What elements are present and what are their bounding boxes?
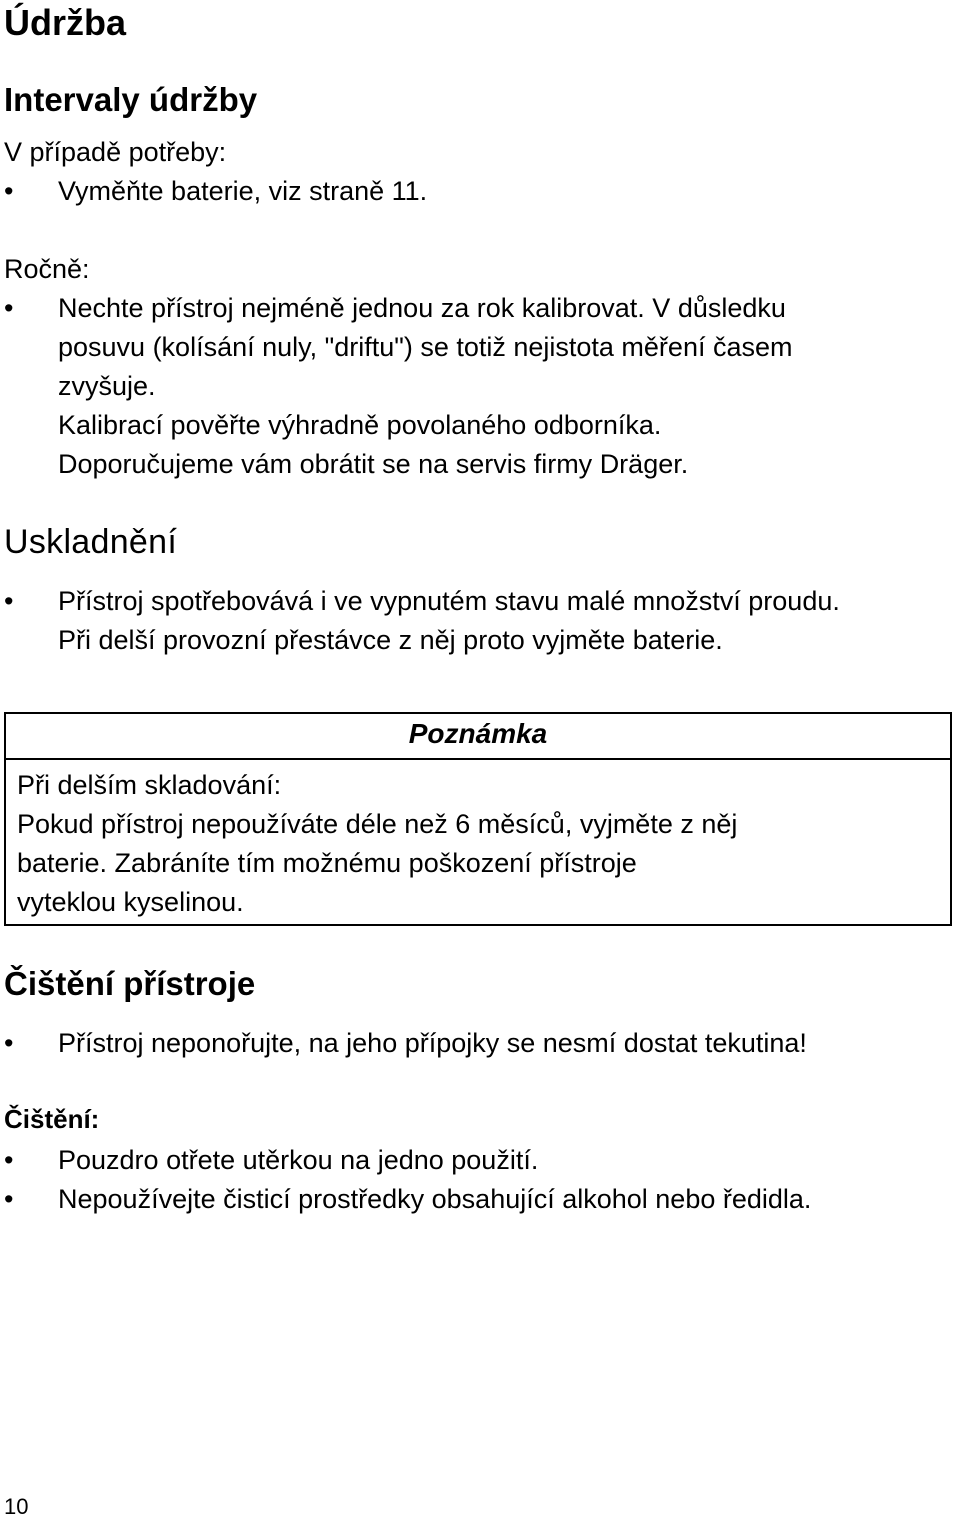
section-heading-storage: Uskladnění bbox=[4, 523, 178, 561]
page-title: Údržba bbox=[4, 2, 127, 43]
list-item-line: posuvu (kolísání nuly, "driftu") se totiž nejistota měření časem bbox=[58, 332, 793, 362]
note-line: vyteklou kyselinou. bbox=[17, 887, 244, 917]
list-item-line: Kalibrací pověřte výhradně povolaného odborníka. bbox=[58, 410, 662, 440]
note-box bbox=[4, 712, 952, 926]
list-item-line: Přístroj spotřebovává i ve vypnutém stavu malé množství proudu. bbox=[58, 586, 840, 616]
list-item-line: zvyšuje. bbox=[58, 371, 156, 401]
section-heading-cleaning-device: Čištění přístroje bbox=[4, 965, 256, 1002]
yearly-label: Ročně: bbox=[4, 254, 90, 284]
list-item: Nepoužívejte čisticí prostředky obsahující alkohol nebo ředidla. bbox=[58, 1184, 812, 1214]
note-title: Poznámka bbox=[408, 718, 548, 749]
list-item: Vyměňte baterie, viz straně 11. bbox=[58, 176, 428, 206]
bullet-icon: • bbox=[4, 586, 14, 616]
bullet-icon: • bbox=[4, 293, 14, 323]
section-heading-cleaning: Čištění: bbox=[4, 1104, 100, 1134]
note-line: Při delším skladování: bbox=[17, 770, 282, 800]
list-item: Přístroj neponořujte, na jeho přípojky se nesmí dostat tekutina! bbox=[58, 1028, 807, 1058]
bullet-icon: • bbox=[4, 1184, 14, 1214]
list-item-line: Doporučujeme vám obrátit se na servis firmy Dräger. bbox=[58, 449, 689, 479]
list-item-line: Při delší provozní přestávce z něj proto vyjměte baterie. bbox=[58, 625, 723, 655]
list-item: Pouzdro otřete utěrkou na jedno použití. bbox=[58, 1145, 539, 1175]
bullet-icon: • bbox=[4, 1028, 14, 1058]
bullet-icon: • bbox=[4, 1145, 14, 1175]
section-heading-intervals: Intervaly údržby bbox=[4, 81, 258, 118]
page-number: 10 bbox=[4, 1494, 29, 1519]
as-needed-label: V případě potřeby: bbox=[4, 137, 227, 167]
note-line: baterie. Zabráníte tím možnému poškození přístroje bbox=[17, 848, 637, 878]
bullet-icon: • bbox=[4, 176, 14, 206]
list-item-line: Nechte přístroj nejméně jednou za rok kalibrovat. V důsledku bbox=[58, 293, 786, 323]
note-line: Pokud přístroj nepoužíváte déle než 6 měsíců, vyjměte z něj bbox=[17, 809, 738, 839]
note-header bbox=[6, 714, 950, 760]
